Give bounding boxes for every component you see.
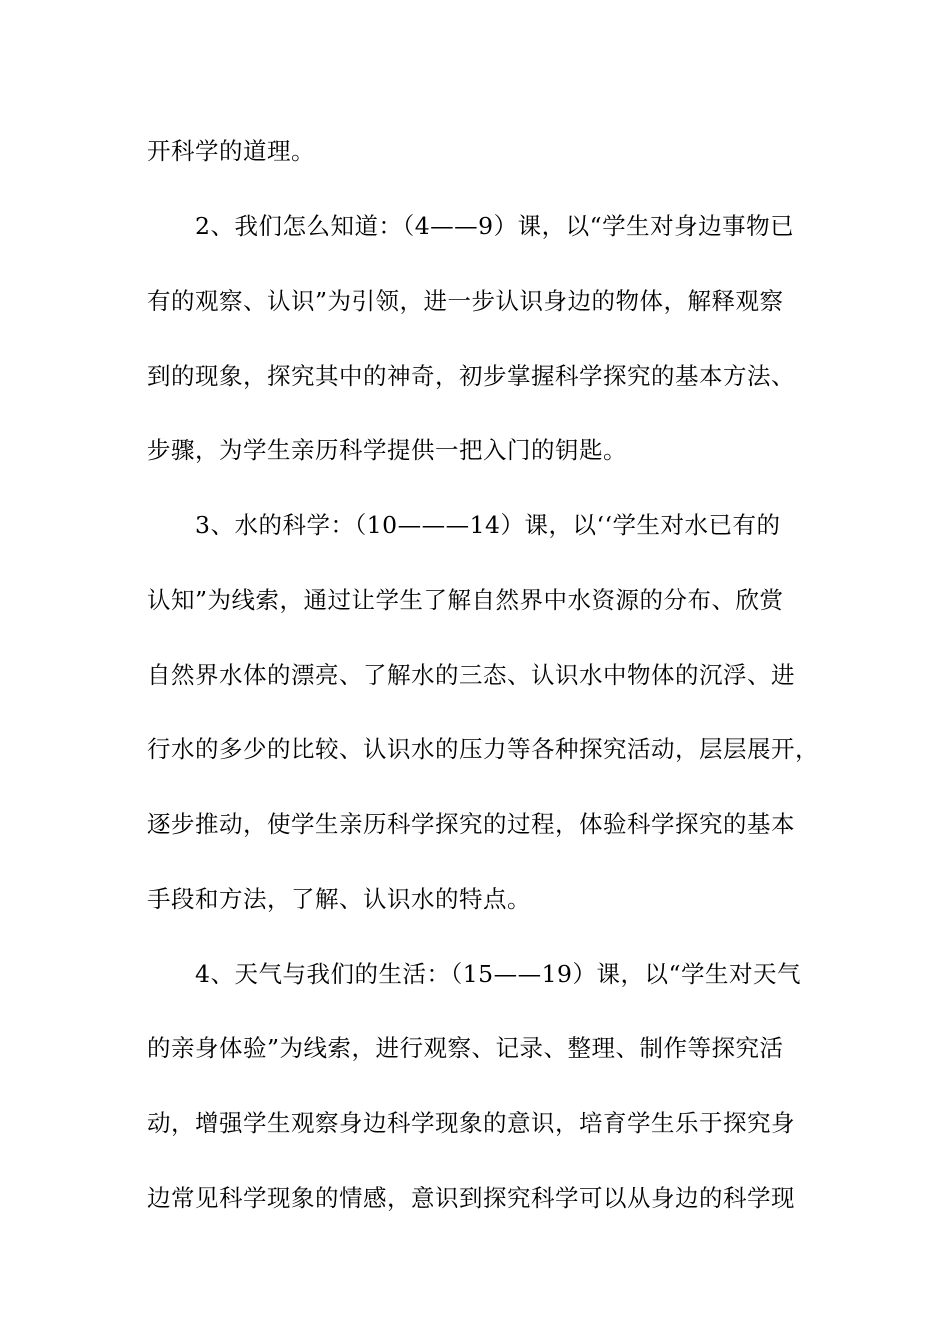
text-line: 有的观察、认识”为引领，进一步认识身边的物体，解释观察: [147, 287, 784, 315]
text-line: 认知”为线索，通过让学生了解自然界中水资源的分布、欣赏: [147, 586, 784, 614]
text-line: 行水的多少的比较、认识水的压力等各种探究活动，层层展开，: [147, 735, 819, 763]
text-line: 手段和方法，了解、认识水的特点。: [147, 885, 531, 913]
text-line: 开科学的道理。: [147, 137, 315, 165]
paragraph-3-first-line: 3、水的科学：（10———14）课，以‘‘学生对水已有的: [195, 511, 781, 539]
text-line: 到的现象，探究其中的神奇，初步掌握科学探究的基本方法、: [147, 362, 795, 390]
text-line: 自然界水体的漂亮、了解水的三态、认识水中物体的沉浮、进: [147, 661, 795, 689]
paragraph-2-first-line: 2、我们怎么知道：（4——9）课，以“学生对身边事物已: [195, 212, 795, 240]
text-line: 步骤，为学生亲历科学提供一把入门的钥匙。: [147, 436, 627, 464]
text-line: 的亲身体验”为线索，进行观察、记录、整理、制作等探究活: [147, 1034, 784, 1062]
text-line: 边常见科学现象的情感，意识到探究科学可以从身边的科学现: [147, 1184, 795, 1212]
text-line: 逐步推动，使学生亲历科学探究的过程，体验科学探究的基本: [147, 810, 795, 838]
paragraph-4-first-line: 4、天气与我们的生活：（15——19）课，以“学生对天气: [195, 960, 802, 988]
text-line: 动，增强学生观察身边科学现象的意识，培育学生乐于探究身: [147, 1109, 795, 1137]
